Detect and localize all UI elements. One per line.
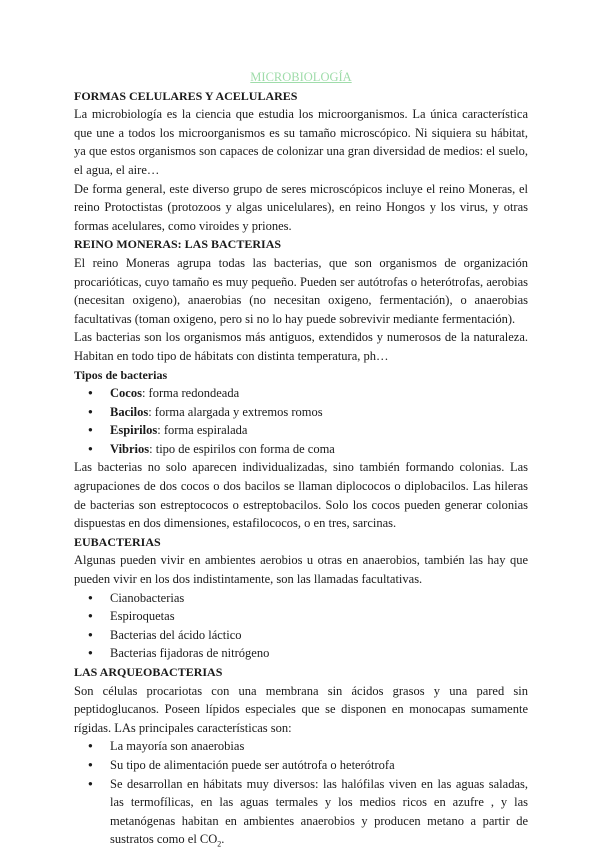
document-page bbox=[74, 68, 528, 849]
section-heading-formas: FORMAS CELULARES Y ACELULARES bbox=[74, 88, 298, 103]
list-item: ● Su tipo de alimentación puede ser autótrofa o heterótrofa bbox=[74, 756, 528, 775]
document-title: MICROBIOLOGÍA bbox=[250, 70, 352, 84]
list-item: ● Bacterias del ácido láctico bbox=[74, 626, 528, 645]
section-heading-moneras: REINO MONERAS: LAS BACTERIAS bbox=[74, 237, 282, 252]
list-item: ● Espiroquetas bbox=[74, 607, 528, 626]
list-item: ● Espirilos: forma espiralada bbox=[74, 421, 528, 440]
paragraph: Las bacterias no solo aparecen individualizadas, sino también formando colonias. Las agrupaciones de dos cocos o dos bacilos se llaman diplococos o diplobacilos. Las hileras de bacterias son estreptococos o estreptobacilos. Solo los cocos pueden generar colonias dispuestas en dos dimensiones, estafilococos, o en tres, sarcinas. bbox=[74, 460, 528, 531]
list-item: ● Vibrios: tipo de espirilos con forma de coma bbox=[74, 440, 528, 459]
paragraph: De forma general, este diverso grupo de seres microscópicos incluye el reino Moneras, el reino Protoctistas (protozoos y algas unicelulares), en reino Hongos y los virus, y otras formas acelulares, como viroides y priones. bbox=[74, 181, 528, 233]
bacteria-types-list bbox=[74, 384, 528, 458]
list-item: ● Bacterias fijadoras de nitrógeno bbox=[74, 644, 528, 663]
list-item: ● Cianobacterias bbox=[74, 589, 528, 608]
arqueobacterias-list bbox=[74, 737, 528, 849]
list-item: ● Cocos: forma redondeada bbox=[74, 384, 528, 403]
paragraph: El reino Moneras agrupa todas las bacterias, que son organismos de organización procarióticas, cuyo tamaño es muy pequeño. Pueden ser autótrofas o heterótrofas, aerobias (necesitan oxigeno), anaerobias (no necesitan oxigeno, fermentación), o anaerobias facultativas (toman oxigeno, pero si no lo hay puede sobrevivir mediante fermentación). bbox=[74, 255, 528, 326]
section-heading-arqueobacterias: LAS ARQUEOBACTERIAS bbox=[74, 665, 223, 679]
list-item: ● La mayoría son anaerobias bbox=[74, 737, 528, 756]
list-item: ● Bacilos: forma alargada y extremos romos bbox=[74, 403, 528, 422]
paragraph: La microbiología es la ciencia que estudia los microorganismos. La única característica que une a todos los microorganismos es su tamaño microscópico. Ni siquiera su hábitat, ya que estos organismos son capaces de colonizar una gran diversidad de medios: el suelo, el agua, el aire… bbox=[74, 107, 528, 177]
section-heading-eubacterias: EUBACTERIAS bbox=[74, 534, 161, 549]
eubacterias-list bbox=[74, 589, 528, 663]
paragraph: Son células procariotas con una membrana sin ácidos grasos y una pared sin peptidoglucanos. Poseen lípidos especiales que se disponen en monocapas sumamente rígidas. LAs principales características son: bbox=[74, 683, 528, 735]
list-item: ● Se desarrollan en hábitats muy diversos: las halófilas viven en las aguas saladas, las termofílicas, en las aguas termales y los medios ricos en azufre , y las metanógenas habitan en ambientes anaerobios y producen metano a partir de sustratos como el $CO_2$. bbox=[74, 775, 528, 849]
paragraph: Las bacterias son los organismos más antiguos, extendidos y numerosos de la naturaleza. Habitan en todo tipo de hábitats con distinta temperatura, ph… bbox=[74, 330, 528, 363]
subheading-tipos: Tipos de bacterias bbox=[74, 367, 168, 382]
paragraph: Algunas pueden vivir en ambientes aerobios u otras en anaerobios, también las hay que pueden vivir en los dos indistintamente, son las llamadas facultativas. bbox=[74, 553, 528, 587]
